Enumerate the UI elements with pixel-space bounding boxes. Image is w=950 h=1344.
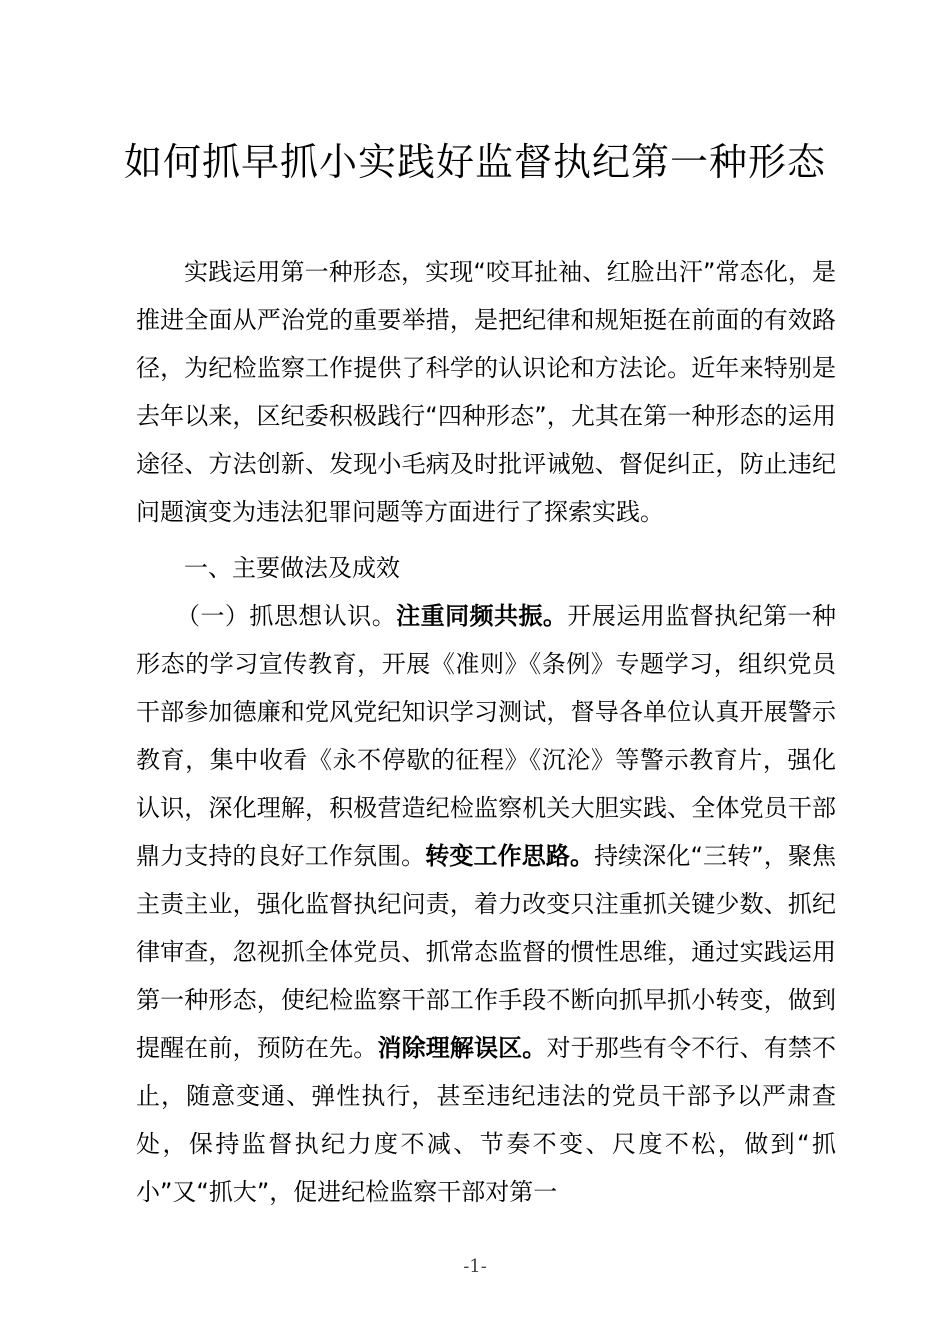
- section-heading: 一、主要做法及成效: [184, 554, 400, 582]
- page-number: -1-: [463, 1256, 487, 1277]
- subsection-label: （一）抓思想认识。: [176, 602, 397, 630]
- intro-paragraph: 实践运用第一种形态，实现“咬耳扯袖、红脸出汗”常态化，是推进全面从严治党的重要举措，是把纪律和规矩挺在前面的有效路径，为纪检监察工作提供了科学的认识论和方法论。近年来特别是去年以来，区纪委积极践行“四种形态”，尤其在第一种形态的运用途径、方法创新、发现小毛病及时批评诫勉、督促纠正，防止违纪问题演变为违法犯罪问题等方面进行了探索实践。: [136, 258, 836, 526]
- bold-lead-1: 注重同频共振。: [396, 602, 568, 630]
- subsection-text-1: 开展运用监督执纪第一种形态的学习宣传教育，开展《准则》《条例》专题学习，组织党员干部参加德廉和党风党纪知识学习测试，督导各单位认真开展警示教育，集中收看《永不停歇的征程》《沉沦》等警示教育片，强化认识，深化理解，积极营造纪检监察机关大胆实践、全体党员干部鼎力支持的良好工作氛围。: [136, 602, 837, 870]
- document-body: [136, 248, 836, 1216]
- subsection-text-3: 对于那些有令不行、有禁不止，随意变通、弹性执行，甚至违纪违法的党员干部予以严肃查处，保持监督执纪力度不减、节奏不变、尺度不松，做到“抓小”又“抓大”，促进纪检监察干部对第一: [136, 1034, 837, 1206]
- bold-lead-3: 消除理解误区。: [377, 1034, 547, 1062]
- document-title: 如何抓早抓小实践好监督执纪第一种形态: [123, 140, 826, 184]
- bold-lead-2: 转变工作思路。: [425, 842, 595, 870]
- subsection-paragraph: [136, 592, 836, 1216]
- subsection-text-2: 持续深化“三转”，聚焦主责主业，强化监督执纪问责，着力改变只注重抓关键少数、抓纪律审查，忽视抓全体党员、抓常态监督的惯性思维，通过实践运用第一种形态，使纪检监察干部工作手段不断向抓早抓小转变，做到提醒在前，预防在先。: [136, 842, 837, 1062]
